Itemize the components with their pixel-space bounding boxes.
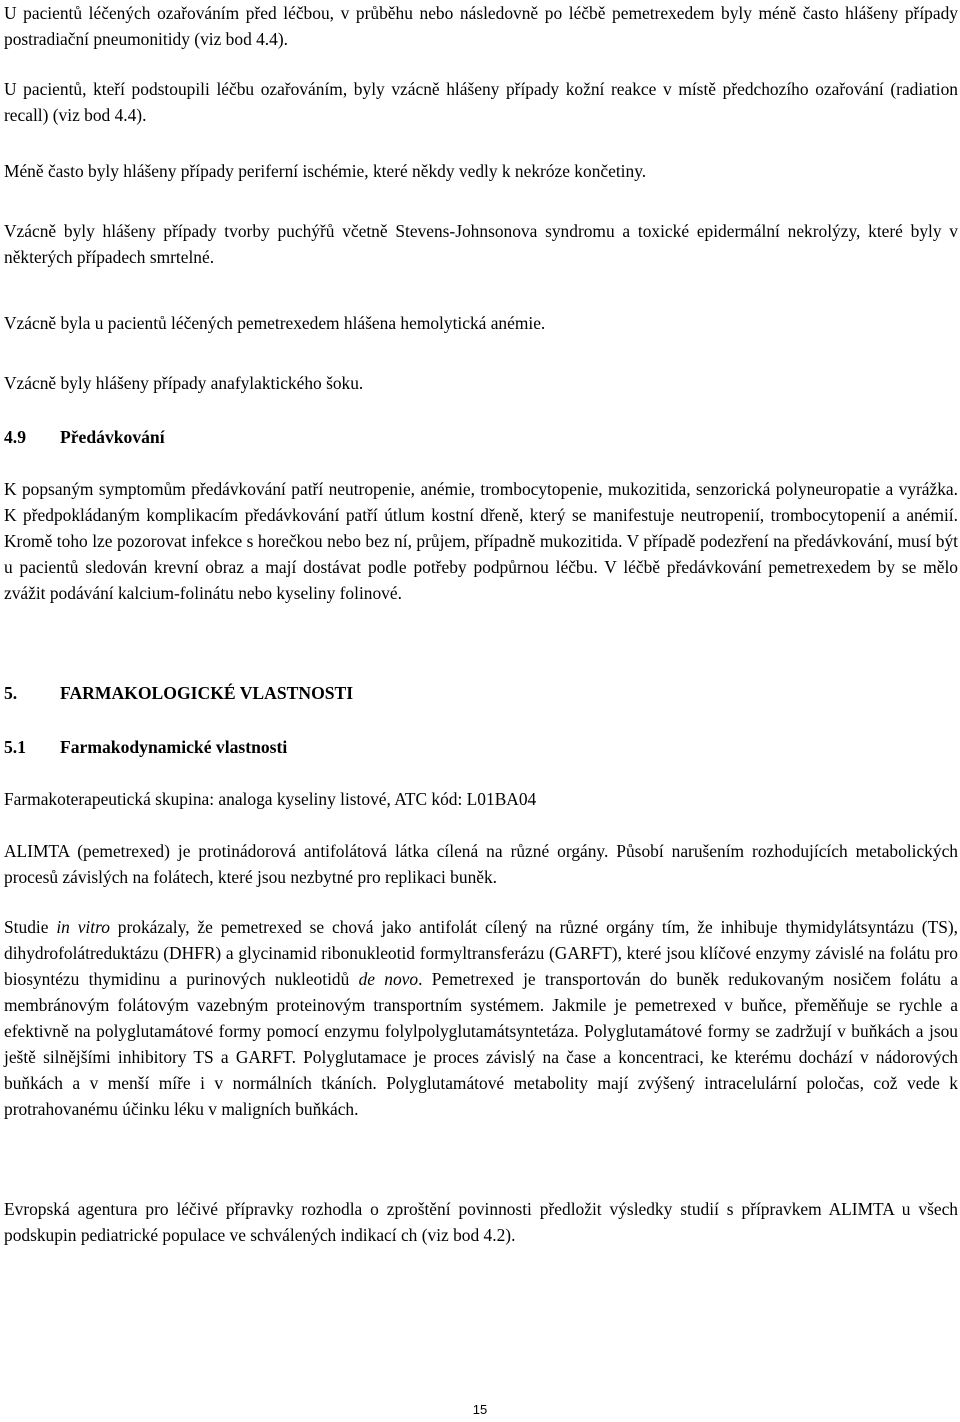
paragraph-pharmacotherapeutic-group <box>4 786 958 812</box>
paragraph-anaphylactic-shock <box>4 370 958 396</box>
paragraph-text: U pacientů, kteří podstoupili léčbu ozařováním, byly vzácně hlášeny případy kožní reakce v místě předchozího ozařování (radiation recall) (viz bod 4.4). <box>4 79 958 125</box>
paragraph-overdose <box>4 476 958 606</box>
section-number: 5. <box>4 683 18 703</box>
paragraph-alimta-description <box>4 838 958 890</box>
paragraph-text <box>4 914 958 1122</box>
paragraph-in-vitro-studies <box>4 914 958 1122</box>
paragraph-ema-waiver <box>4 1196 958 1248</box>
section-heading-pharmacological-properties <box>4 680 353 706</box>
section-title: Předávkování <box>60 427 165 447</box>
section-number: 4.9 <box>4 427 26 447</box>
text-run-italic: in vitro <box>56 917 110 937</box>
section-title: Farmakodynamické vlastnosti <box>60 737 288 757</box>
section-heading-overdose <box>4 424 165 450</box>
section-heading-pharmacodynamic-properties <box>4 734 287 760</box>
paragraph-peripheral-ischemia <box>4 158 958 184</box>
paragraph-text: U pacientů léčených ozařováním před léčbou, v průběhu nebo následovně po léčbě pemetrexedem byly méně často hlášeny případy postradiační pneumonitidy (viz bod 4.4). <box>4 3 958 49</box>
paragraph-text: Vzácně byla u pacientů léčených pemetrexedem hlášena hemolytická anémie. <box>4 313 546 333</box>
section-number: 5.1 <box>4 737 26 757</box>
paragraph-text: Vzácně byly hlášeny případy anafylaktického šoku. <box>4 373 364 393</box>
paragraph-text: Evropská agentura pro léčivé přípravky rozhodla o zproštění povinnosti předložit výsledky studií s přípravkem ALIMTA u všech podskupin pediatrické populace ve schválených indikací ch (viz bod 4.2). <box>4 1199 958 1245</box>
text-run: . Pemetrexed je transportován do buněk redukovaným nosičem folátu a membránovým folátovým vazebným proteinovým transportním systémem. Jakmile je pemetrexed v buňce, přeměňuje se rychle a efektivně na polyglutamátové formy pomocí enzymu folylpolyglutamátsyntetáza. Polyglutamátové formy se zadržují v buňkách a jsou ještě silnějšími inhibitory TS a GARFT. Polyglutamace je proces závislý na čase a koncentraci, ke kterému dochází v nádorových buňkách a v menší míře i v normálních tkáních. Polyglutamátové metabolity mají zvýšený intracelulární poločas, což vede k protrahovanému účinku léku v maligních buňkách. <box>4 969 958 1119</box>
paragraph-text: Méně často byly hlášeny případy periferní ischémie, které někdy vedly k nekróze končetiny. <box>4 161 647 181</box>
paragraph-radiation-recall <box>4 76 958 128</box>
paragraph-text: ALIMTA (pemetrexed) je protinádorová antifolátová látka cílená na různé orgány. Působí narušením rozhodujících metabolických procesů závislých na folátech, které jsou nezbytné pro replikaci buněk. <box>4 841 958 887</box>
paragraph-text: Vzácně byly hlášeny případy tvorby puchýřů včetně Stevens-Johnsonova syndromu a toxické epidermální nekrolýzy, které byly v některých případech smrtelné. <box>4 221 958 267</box>
paragraph-radiation-pneumonitis <box>4 0 958 52</box>
paragraph-text: Farmakoterapeutická skupina: analoga kyseliny listové, ATC kód: L01BA04 <box>4 789 537 809</box>
text-run-italic: de novo <box>358 969 419 989</box>
paragraph-hemolytic-anemia <box>4 310 958 336</box>
section-title: FARMAKOLOGICKÉ VLASTNOSTI <box>60 683 354 703</box>
page-number: 15 <box>472 1402 488 1417</box>
text-run: prokázaly, že pemetrexed se chová jako antifolát cílený na různé orgány tím, že inhibuje thymidylátsyntázu (TS), dihydrofolátreduktázu (DHFR) a glycinamid ribonukleotid formyltransferázu (GARFT), které jsou klíčové enzymy závislé na folátu pro biosyntézu thymidinu a purinových nukleotidů <box>4 917 959 989</box>
text-run: Studie <box>4 917 57 937</box>
paragraph-blistering <box>4 218 958 270</box>
paragraph-text: K popsaným symptomům předávkování patří neutropenie, anémie, trombocytopenie, mukozitida, senzorická polyneuropatie a vyrážka. K předpokládaným komplikacím předávkování patří útlum kostní dřeně, který se manifestuje neutropenií, trombocytopenií a anémií. Kromě toho lze pozorovat infekce s horečkou nebo bez ní, průjem, případně mukozitida. V případě podezření na předávkování, musí být u pacientů sledován krevní obraz a mají dostávat podle potřeby podpůrnou léčbu. V léčbě předávkování pemetrexedem by se mělo zvážit podávání kalcium-folinátu nebo kyseliny folinové. <box>4 479 958 603</box>
